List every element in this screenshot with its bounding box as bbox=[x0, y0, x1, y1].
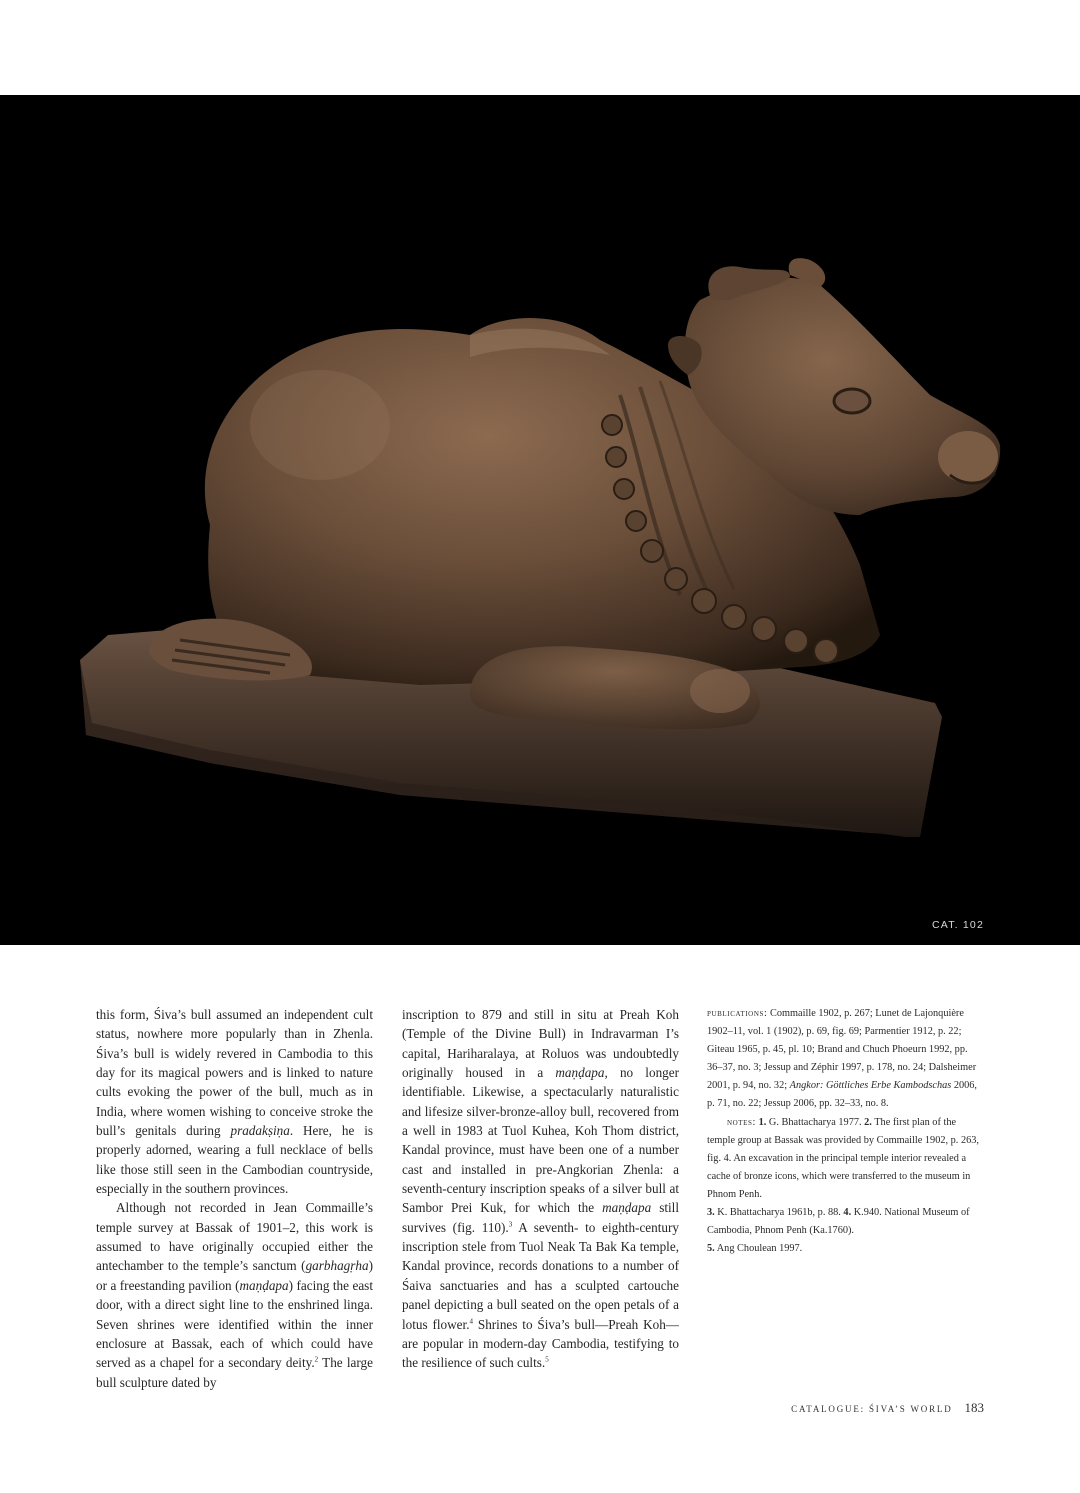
footnote-ref: 2 bbox=[314, 1355, 319, 1364]
notes: notes: 1. G. Bhattacharya 1977. 2. The first plan of the temple group at Bassak was provided by Commaille 1902, p. 263, fig. 4. An excavation in the principal temple interior revealed a cache of bronze icons, which were transferred to the museum in Phnom Penh. 3. K. Bhattacharya 1961b, p. 88. 4. K.940. National Museum of Cambodia, Phnom Penh (Ka.1760). 5. Ang Choulean 1997. bbox=[707, 1116, 979, 1255]
notes-column bbox=[707, 1005, 985, 1258]
footnote-ref: 5 bbox=[545, 1355, 549, 1364]
bull-eye bbox=[834, 389, 870, 413]
text-column-1 bbox=[96, 1005, 373, 1392]
paragraph: Although not recorded in Jean Commaille’s temple survey at Bassak of 1901–2, this work is assumed to have originally occupied either the antechamber to the temple’s sanctum (garbhagṛha) or a freestanding pavilion (maṇḍapa) facing the east door, with a direct sight line to the enshrined linga. Seven shrines were identified within the inner enclosure at Bassak, each of which could have served as a chapel for a secondary deity.$^2$ The large bull sculpture dated by bbox=[96, 1200, 373, 1390]
bull-muzzle bbox=[938, 431, 998, 483]
running-head: CATALOGUE: ŚIVA’S WORLD bbox=[791, 1404, 953, 1414]
page-number: 183 bbox=[964, 1400, 984, 1415]
footnote-ref: 3 bbox=[508, 1220, 513, 1229]
catalogue-photograph bbox=[0, 95, 1080, 945]
publications: publications: Commaille 1902, p. 267; Lunet de Lajonquière 1902–11, vol. 1 (1902), p. 69, fig. 69; Parmentier 1912, p. 22; Giteau 1965, p. 45, pl. 10; Brand and Chuch Phoeurn 1992, pp. 36–37, no. 3; Jessup and Zéphir 1997, p. 178, no. 24; Dalsheimer 2001, p. 94, no. 32; Angkor: Göttliches Erbe Kambodschas 2006, p. 71, no. 22; Jessup 2006, pp. 32–33, no. 8. bbox=[707, 1008, 978, 1110]
bull-sculpture-image bbox=[0, 95, 1080, 945]
notes-label: notes: bbox=[727, 1116, 757, 1128]
text-column-2 bbox=[402, 1005, 679, 1373]
footnote-ref: 4 bbox=[469, 1317, 473, 1326]
page-footer bbox=[791, 1400, 984, 1416]
paragraph: inscription to 879 and still in situ at Preah Koh (Temple of the Divine Bull) in Indravarman I’s capital, Hariharalaya, at Roluos was undoubtedly originally housed in a maṇḍapa, no longer identifiable. Likewise, a spectacularly naturalistic and lifesize silver-bronze-alloy bull, recovered from a well in 1983 at Tuol Kuhea, Koh Thom district, Kandal province, must have been one of a number cast and installed in pre-Angkorian Zhenla: a seventh-century inscription speaks of a silver bull at Sambor Prei Kuk, for which the maṇḍapa still survives (fig. 110).$^3$ A seventh- to eighth-century inscription stele from Tuol Neak Ta Bak Ka temple, Kandal province, records donations to a number of Śaiva sanctuaries and has a sculpted cartouche panel depicting a bull seated on the open petals of a lotus flower.$^4$ Shrines to Śiva’s bull—Preah Koh—are popular in modern-day Cambodia, testifying to the resilience of such cults.$^5$ bbox=[402, 1007, 679, 1371]
paragraph: this form, Śiva’s bull assumed an independent cult status, nowhere more popularly than in Zhenla. Śiva’s bull is widely revered in Cambodia to this day for its magical powers and is linked to nature cults evoking the power of the bull, much as in India, where women wishing to conceive stroke the bull’s genitals during pradakṣiṇa. Here, he is properly adorned, wearing a full necklace of bells like those still seen in the Cambodian countryside, especially in the southern provinces. bbox=[96, 1007, 373, 1197]
publications-label: publications: bbox=[707, 1008, 768, 1019]
catalogue-number-label: CAT. 102 bbox=[931, 919, 984, 931]
